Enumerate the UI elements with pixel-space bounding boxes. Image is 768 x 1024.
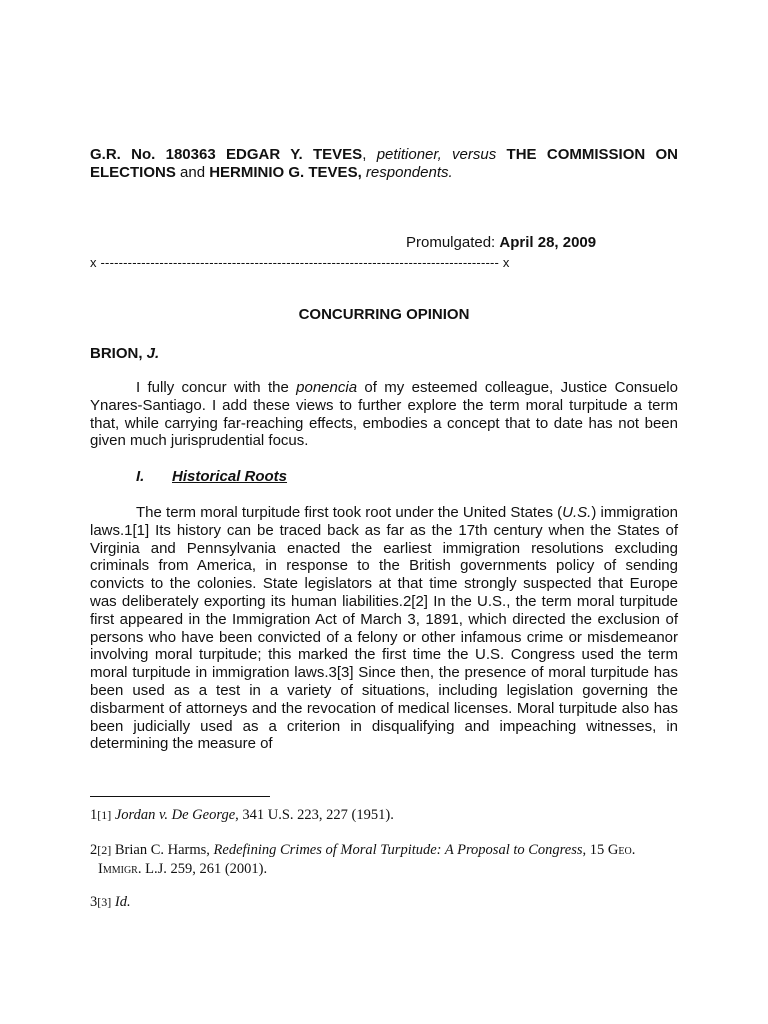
ponencia-term: ponencia [296, 379, 358, 396]
footnote-2-author: Brian C. Harms, [111, 842, 214, 858]
case-caption: G.R. No. 180363 EDGAR Y. TEVES, petitioner, versus THE COMMISSION ON ELECTIONS and HERMINIO G. TEVES, respondents. [90, 146, 679, 181]
promulgated-label: Promulgated: [406, 234, 496, 251]
historical-paragraph [90, 504, 678, 753]
footnote-3 [90, 893, 690, 912]
us-abbrev: U.S. [562, 504, 592, 521]
footnote-2-number: 2 [90, 842, 98, 858]
footnote-2-geo: Geo. [607, 842, 636, 858]
promulgated-line [406, 234, 596, 251]
intro-text-after: of my esteemed colleague, Justice Consuelo Ynares-Santiago. I add these views to further explore the term moral turpitude a term that, while carrying far-reaching effects, embodies a concept that to date has not been given much jurisprudential focus. [90, 379, 678, 450]
respondents-label: respondents. [365, 164, 453, 181]
historical-text-1: The term moral turpitude first took root under the United States ( [136, 504, 563, 521]
footnote-2-immigr: Immigr. [98, 861, 142, 877]
author-name: BRION, [90, 345, 143, 362]
footnote-1 [90, 806, 690, 825]
footnote-2-ref: [2] [97, 843, 112, 857]
intro-paragraph [90, 379, 678, 450]
case-number-petitioner: G.R. No. 180363 EDGAR Y. TEVES [90, 146, 363, 163]
footnote-1-number: 1 [90, 807, 98, 823]
footnote-1-ref: [1] [97, 808, 112, 822]
caption-and: and [180, 164, 206, 181]
respondent-herminio: HERMINIO G. TEVES, [209, 164, 362, 181]
footnote-3-ref: [3] [97, 895, 112, 909]
author-line [90, 345, 159, 362]
footnote-2 [90, 841, 690, 879]
intro-text-before: I fully concur with the [136, 379, 297, 396]
footnote-2-title: Redefining Crimes of Moral Turpitude: A Proposal to Congress [213, 842, 583, 858]
historical-text-2: ) immigration laws.1[1] Its history can be traced back as far as the 17th century when the States of Virginia and Pennsylvania enacted the earliest immigration resolutions excluding criminals from America, in response to the British governments policy of sending convicts to the colonies. State legislators at that time strongly suspected that Europe was deliberately exporting its human liabilities.2[2] In the U.S., the term moral turpitude first appeared in the Immigration Act of March 3, 1891, which directed the exclusion of persons who have been convicted of a felony or other infamous crime or misdemeanor involving moral turpitude; this marked the first time the U.S. Congress used the term moral turpitude in immigration laws.3[3] Since then, the presence of moral turpitude has been used as a test in a variety of situations, including legislation governing the disbarment of attorneys and the revocation of medical licenses. Moral turpitude also has been judicially used as a criterion in disqualifying and impeaching witnesses, in determining the measure of [90, 504, 679, 753]
respondent-comelec: THE COMMISSION ON ELECTIONS [90, 146, 679, 181]
footnote-3-number: 3 [90, 894, 98, 910]
section-heading [136, 468, 287, 485]
footnote-1-case: Jordan v. De George [114, 807, 236, 823]
petitioner-label: petitioner, versus [376, 146, 497, 163]
section-number: I. [136, 468, 145, 485]
footnote-divider [90, 796, 270, 797]
promulgated-date: April 28, 2009 [499, 234, 597, 251]
separator-line: x ---------------------------------------------------------------------------------------- x [90, 255, 510, 270]
opinion-title: CONCURRING OPINION [298, 306, 470, 323]
section-title: Historical Roots [172, 468, 288, 485]
footnote-1-cite: , 341 U.S. 223, 227 (1951). [235, 807, 394, 823]
footnote-2-cite-a: , 15 [582, 842, 608, 858]
footnote-3-id: Id. [111, 894, 131, 910]
footnote-2-cite-b: L.J. 259, 261 (2001). [141, 861, 268, 877]
author-title: J. [146, 345, 160, 362]
